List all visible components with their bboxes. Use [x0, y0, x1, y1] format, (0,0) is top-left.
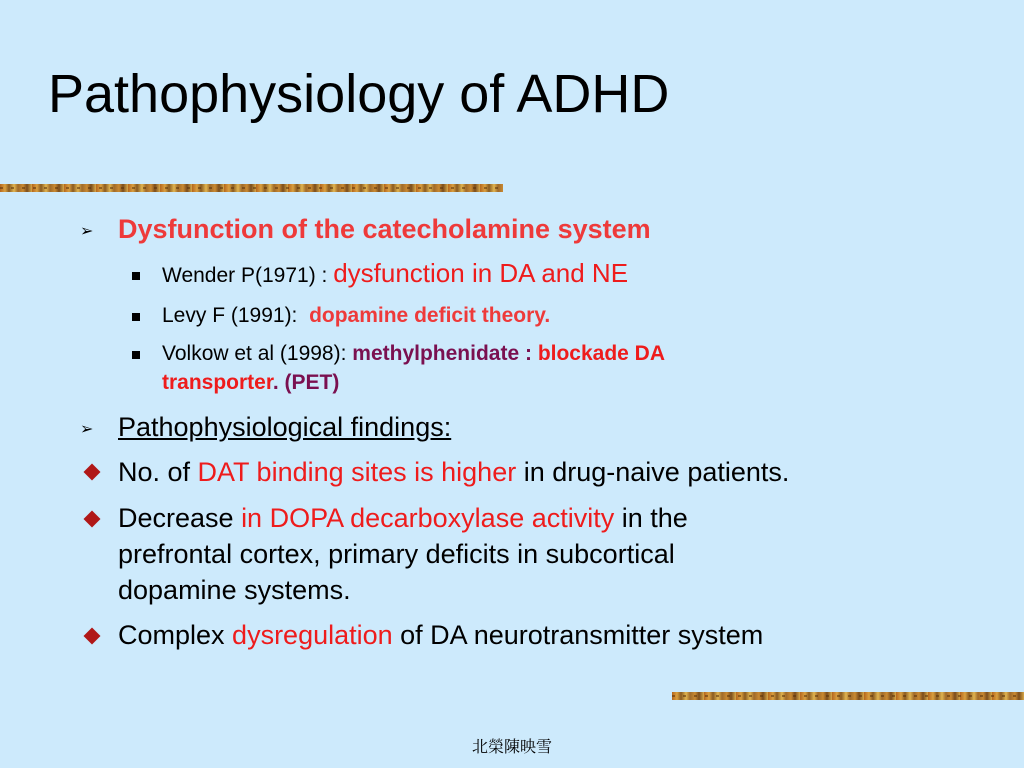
bullet-findings: [118, 409, 451, 445]
dysreg-prefix: Complex: [118, 620, 233, 650]
dysreg-highlight: dysregulation: [232, 620, 393, 650]
sub-bullet-wender-highlight: dysfunction in DA and NE: [333, 258, 629, 288]
sub-bullet-volkow-drug: methylphenidate :: [352, 342, 538, 365]
diamond-bullet-dopa: [118, 500, 688, 536]
square-bullet-icon: [132, 313, 140, 321]
sub-bullet-wender: [162, 259, 628, 290]
sub-bullet-levy-prefix: Levy F (1991):: [162, 304, 310, 327]
dysreg-suffix: of DA neurotransmitter system: [392, 620, 764, 650]
diamond-bullet-dopa-line3: [118, 572, 351, 608]
sub-bullet-wender-prefix: Wender P(1971) :: [162, 264, 334, 287]
square-bullet-icon: [132, 272, 140, 280]
diamond-bullet-dat: [118, 454, 789, 490]
dat-highlight: DAT binding sites is higher: [197, 457, 517, 487]
decorative-rule-bottom: [672, 692, 1024, 700]
diamond-bullet-dysregulation: [118, 617, 763, 653]
sub-bullet-volkow-highlight: blockade DA: [537, 342, 666, 365]
diamond-bullet-dopa-line2: [118, 536, 675, 572]
diamond-bullet-icon: [84, 464, 101, 481]
slide-title: Pathophysiology of ADHD: [48, 64, 670, 124]
sub-bullet-volkow-line2: [162, 368, 339, 397]
slide-footer: 北榮陳映雪: [471, 737, 552, 756]
square-bullet-icon: [132, 351, 140, 359]
bullet-dysfunction-text: Dysfunction of the catecholamine system: [118, 214, 651, 244]
dopa-line3: dopamine systems.: [118, 575, 351, 605]
diamond-bullet-icon: [84, 628, 101, 645]
sub-bullet-volkow-prefix: Volkow et al (1998):: [162, 342, 353, 365]
diamond-bullet-icon: [84, 511, 101, 528]
decorative-rule-top: [0, 184, 503, 192]
arrowhead-bullet-icon: ➢: [80, 223, 94, 240]
bullet-findings-text: Pathophysiological findings:: [118, 412, 452, 442]
dat-prefix: No. of: [118, 457, 198, 487]
sub-bullet-volkow-pet: . (PET): [272, 371, 340, 394]
dopa-suffix: in the: [614, 503, 688, 533]
sub-bullet-levy-highlight: dopamine deficit theory.: [309, 304, 551, 327]
dat-suffix: in drug-naive patients.: [516, 457, 790, 487]
dopa-prefix: Decrease: [118, 503, 242, 533]
dopa-line2: prefrontal cortex, primary deficits in subcortical: [118, 539, 675, 569]
sub-bullet-levy: [162, 301, 550, 330]
sub-bullet-volkow-transporter: transporter: [162, 371, 273, 394]
sub-bullet-volkow: [162, 339, 665, 368]
dopa-highlight: in DOPA decarboxylase activity: [241, 503, 615, 533]
bullet-dysfunction: [118, 211, 651, 247]
arrowhead-bullet-icon: ➢: [80, 421, 94, 438]
